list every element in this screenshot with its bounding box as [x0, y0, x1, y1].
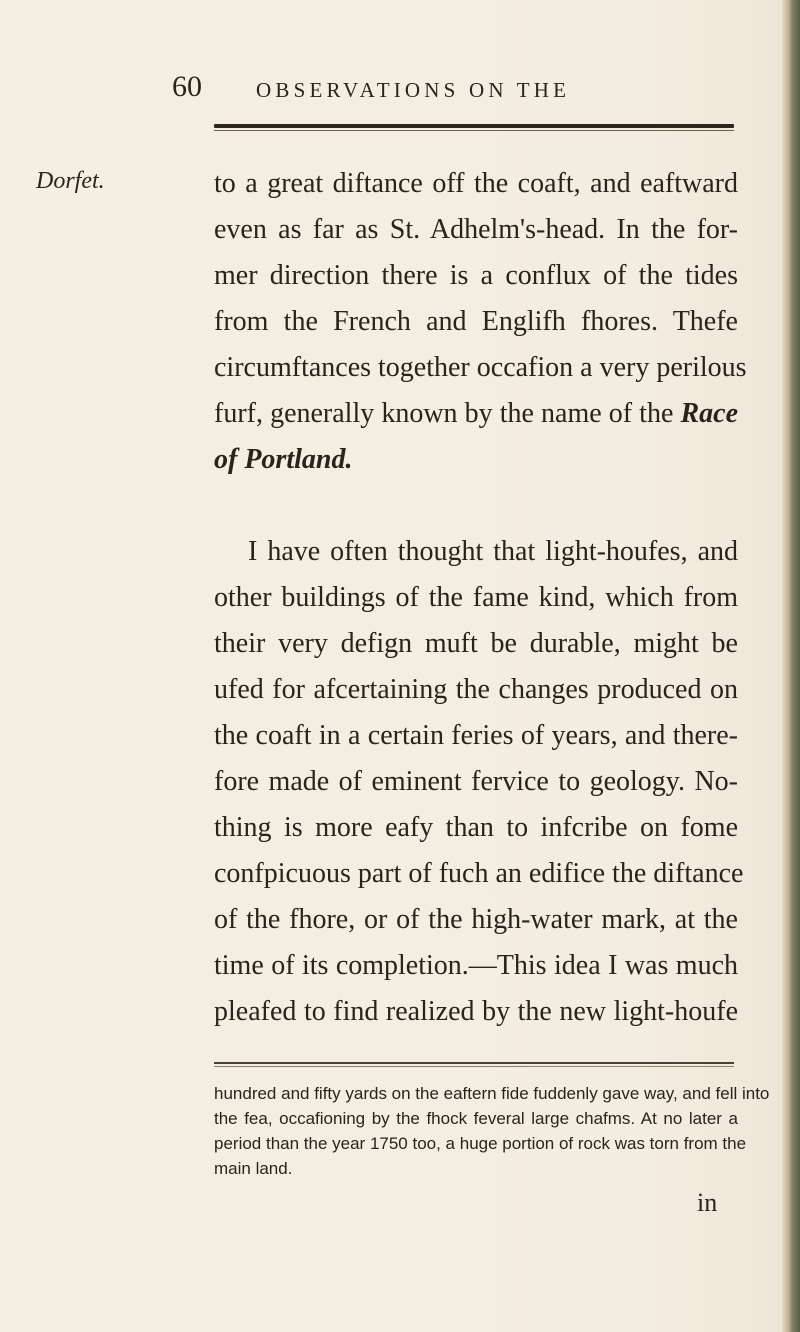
text-line: confpicuous part of fuch an edifice the diftance: [214, 858, 744, 889]
text-line: even as far as St. Adhelm's-head. In the for-: [214, 214, 738, 245]
running-head: OBSERVATIONS ON THE: [256, 78, 571, 102]
text-line: to a great diftance off the coaft, and eaftward: [214, 168, 738, 199]
text-line: the coaft in a certain feries of years, and there-: [214, 720, 738, 751]
footnote-rule-thin: [214, 1066, 734, 1067]
footnote-line: main land.: [214, 1159, 293, 1178]
text-line: I have often thought that light-houfes, and: [248, 536, 738, 567]
footnote-rule: [214, 1062, 734, 1064]
text-line: pleafed to find realized by the new light-houfe: [214, 996, 738, 1027]
footnote-line: the fea, occafioning by the fhock feveral large chafms. At no later a: [214, 1109, 738, 1128]
italic-term: Race: [680, 398, 738, 429]
catchword: in: [697, 1188, 718, 1217]
text-line: other buildings of the fame kind, which from: [214, 582, 738, 613]
text-line: of Portland.: [214, 444, 353, 475]
page-number: 60: [172, 70, 202, 103]
text-line: from the French and Englifh fhores. Thefe: [214, 306, 738, 337]
text-line: their very defign muft be durable, might be: [214, 628, 738, 659]
text-line: circumftances together occafion a very perilous: [214, 352, 747, 383]
marginal-note: Dorfet.: [36, 168, 105, 194]
text-line: thing is more eafy than to infcribe on fome: [214, 812, 738, 843]
text-line: of the fhore, or of the high-water mark, at the: [214, 904, 738, 935]
text-line: time of its completion.—This idea I was much: [214, 950, 738, 981]
footnote-line: period than the year 1750 too, a huge portion of rock was torn from the: [214, 1134, 747, 1153]
text-line: mer direction there is a conflux of the tides: [214, 260, 738, 291]
footnote-line: hundred and fifty yards on the eaftern fide fuddenly gave way, and fell into: [214, 1084, 770, 1103]
text-run: furf, generally known by the name of the: [214, 398, 681, 429]
text-line: ufed for afcertaining the changes produced on: [214, 674, 738, 705]
text-line: fore made of eminent fervice to geology. No-: [214, 766, 738, 797]
